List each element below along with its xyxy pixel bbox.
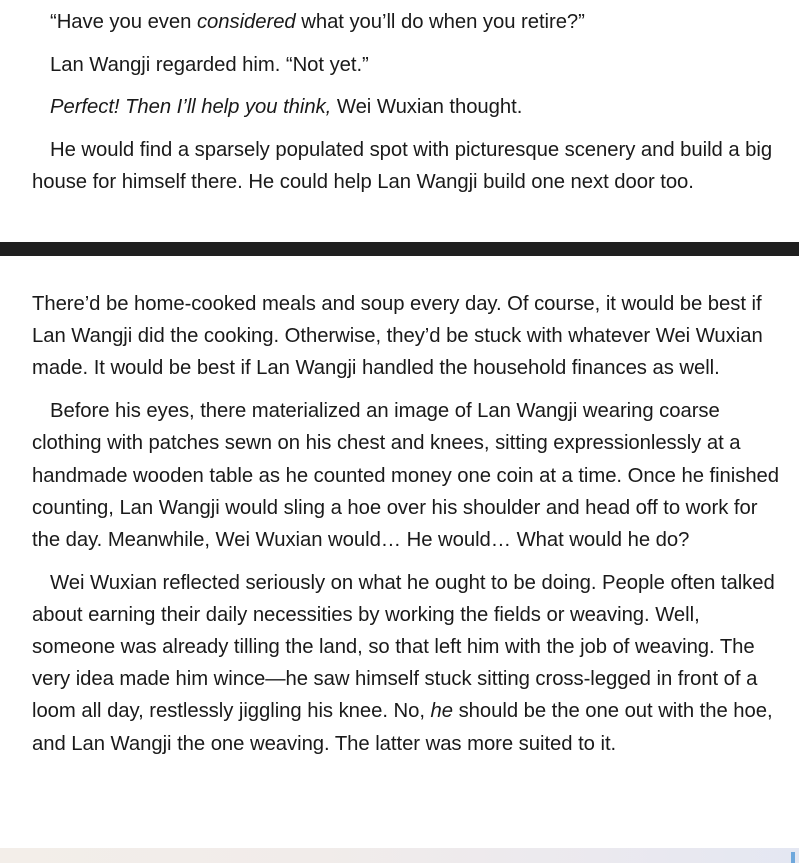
- text-run: what you’ll do when you retire?”: [295, 11, 585, 33]
- text-run: Wei Wuxian thought.: [331, 96, 523, 119]
- paragraph: [32, 91, 780, 123]
- page-divider: [0, 242, 799, 256]
- bottom-page: [0, 256, 799, 863]
- bottom-page-text: [32, 288, 780, 770]
- paragraph: [32, 49, 780, 81]
- text-run: He would find a sparsely populated spot with picturesque scenery and build a big house for himself there. He could help Lan Wangji build one next door too.: [32, 139, 773, 194]
- paragraph: [32, 6, 780, 38]
- paragraph: [32, 134, 780, 198]
- bottom-edge-bar: [0, 848, 799, 863]
- paragraph: [32, 395, 780, 556]
- top-page: [0, 0, 799, 242]
- italic-run: considered: [196, 11, 296, 33]
- scroll-indicator[interactable]: [791, 852, 795, 863]
- text-run: There’d be home-cooked meals and soup every day. Of course, it would be best if Lan Wangji did the cooking. Otherwise, they’d be stuck with whatever Wei Wuxian made. It would be best if Lan Wangji handled the household finances as well.: [32, 293, 763, 380]
- text-run: Lan Wangji regarded him. “Not yet.”: [50, 53, 369, 76]
- paragraph: [32, 567, 780, 760]
- text-run: Before his eyes, there materialized an image of Lan Wangji wearing coarse clothing with patches sewn on his chest and knees, sitting expressionlessly at a handmade wooden table as he counted money one coin at a time. Once he finished counting, Lan Wangji would sling a hoe over his shoulder and head off to work for the day. Meanwhile, Wei Wuxian would… He would… What would he do?: [32, 400, 780, 551]
- text-run: “Have you even: [50, 11, 197, 33]
- text-run: Wei Wuxian reflected seriously on what he ought to be doing. People often talked about earning their daily necessities by working the fields or weaving. Well, someone was already tilling the land, so that left him with the job of weaving. The very idea made him wince—he saw himself stuck sitting cross-legged in front of a loom all day, restlessly jiggling his knee. No,: [32, 571, 775, 723]
- italic-run: he: [430, 700, 453, 723]
- text-run: should be the one out with the hoe, and Lan Wangji the one weaving. The latter was more suited to it.: [32, 700, 773, 755]
- italic-run: Perfect! Then I’ll help you think,: [50, 96, 332, 119]
- paragraph: [32, 288, 780, 385]
- top-page-text: [32, 6, 780, 209]
